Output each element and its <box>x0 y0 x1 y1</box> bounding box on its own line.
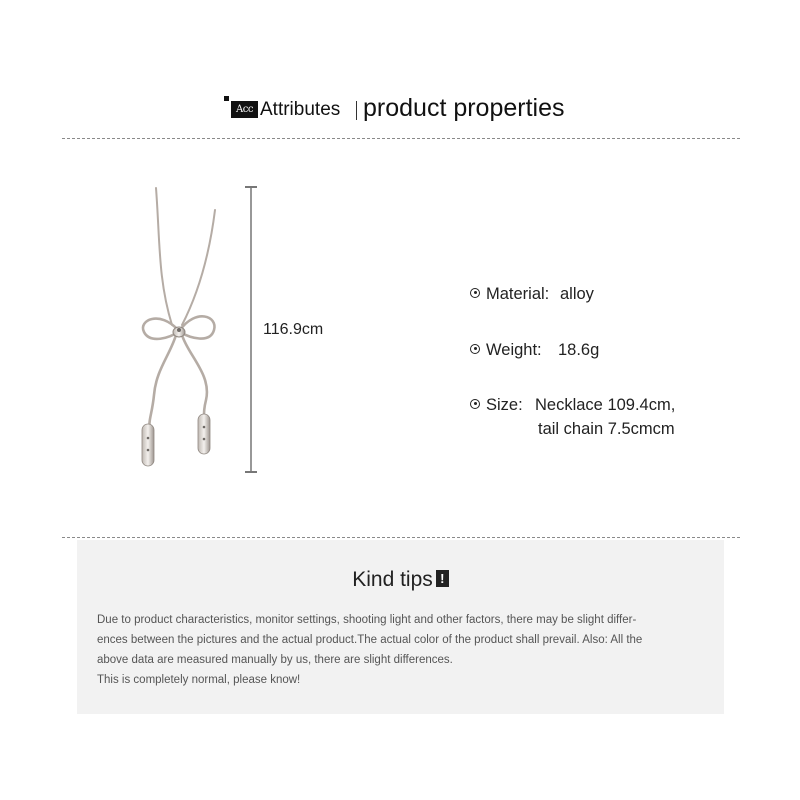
top-dashed-divider <box>62 138 740 139</box>
tips-line: above data are measured manually by us, there are slight differences. <box>97 654 453 666</box>
bottom-dashed-divider <box>62 537 740 538</box>
title-divider <box>356 101 357 120</box>
bullet-icon <box>470 399 480 409</box>
property-label: Size: <box>486 396 523 414</box>
length-measure-line <box>242 186 260 473</box>
bullet-icon <box>470 288 480 298</box>
length-label: 116.9cm <box>263 321 324 338</box>
tag-dot <box>224 96 229 101</box>
kind-tips-panel <box>77 540 724 714</box>
property-weight <box>470 341 600 360</box>
tips-line: This is completely normal, please know! <box>97 674 301 686</box>
property-label: Material: <box>486 285 550 303</box>
property-value-continued: tail chain 7.5cmcm <box>538 420 675 438</box>
tips-line: ences between the pictures and the actual product.The actual color of the product shall prevail. Also: All the <box>97 634 643 646</box>
tips-text <box>97 610 709 690</box>
property-value: alloy <box>560 285 594 303</box>
property-material <box>470 285 594 304</box>
tips-title <box>77 568 724 592</box>
property-size <box>470 396 676 415</box>
page-title: product properties <box>363 94 565 122</box>
bullet-icon <box>470 344 480 354</box>
section-header <box>0 88 800 132</box>
property-value: 18.6g <box>558 341 600 359</box>
attributes-label: Attributes <box>260 99 341 120</box>
property-label: Weight: <box>486 341 542 359</box>
tips-title-text: Kind tips <box>352 568 433 591</box>
property-value: Necklace 109.4cm, <box>535 396 676 414</box>
tips-line: Due to product characteristics, monitor settings, shooting light and other factors, there may be slight differ- <box>97 614 637 626</box>
acc-tag: Acc <box>231 101 258 118</box>
warning-icon: ! <box>436 570 449 587</box>
